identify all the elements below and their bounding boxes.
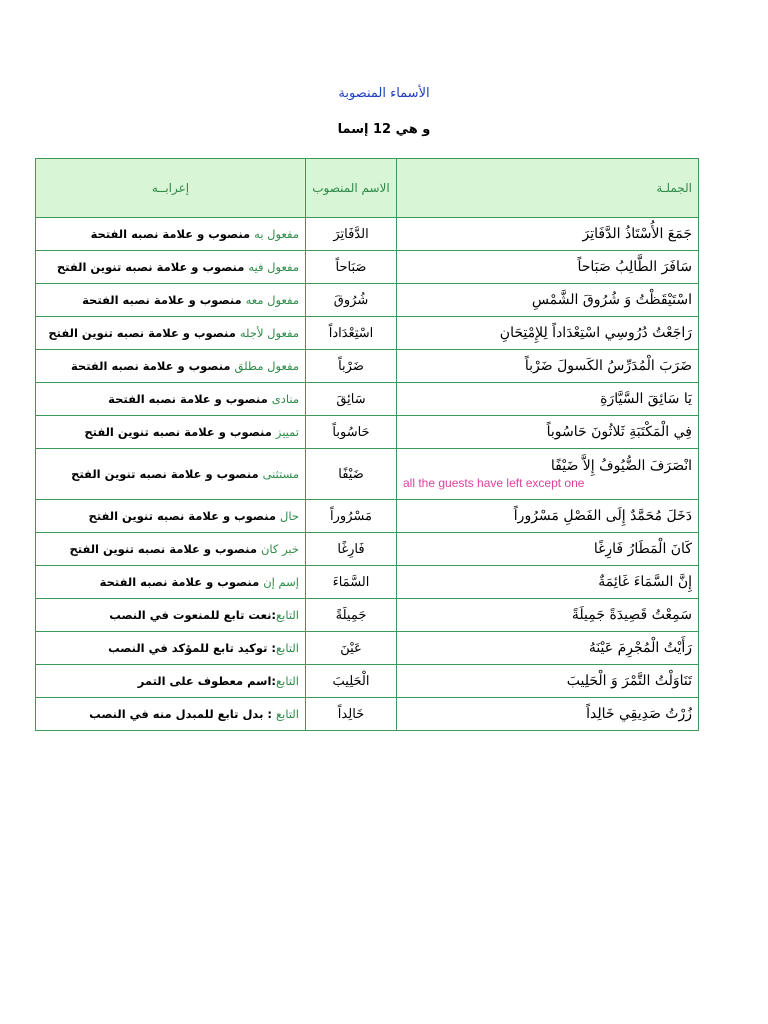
table-row — [36, 218, 699, 251]
table-row — [36, 632, 699, 665]
grammatical-role: مفعول مطلق — [234, 359, 299, 373]
table-row — [36, 251, 699, 284]
noun-cell: جَمِيلَةً — [306, 599, 397, 632]
irab-cell — [36, 284, 306, 317]
irab-cell — [36, 251, 306, 284]
irab-description: : توكيد تابع للمؤكد في النصب — [108, 641, 276, 655]
irab-description: :اسم معطوف على التمر — [137, 674, 276, 688]
grammatical-role: التابع — [276, 641, 299, 655]
sentence-text: اسْتَيْقَظْتُ وَ شُرُوقَ الشَّمْسِ — [531, 292, 692, 308]
table-row — [36, 599, 699, 632]
grammatical-role: التابع — [276, 608, 299, 622]
noun-cell: حَاسُوباً — [306, 416, 397, 449]
table-row — [36, 449, 699, 500]
irab-description: منصوب و علامة نصبه تنوين الفتح — [56, 260, 249, 274]
noun-cell: سَائِقَ — [306, 383, 397, 416]
noun-cell: شُرُوقَ — [306, 284, 397, 317]
table-row — [36, 416, 699, 449]
grammatical-role: إسم إن — [263, 575, 299, 589]
sentence-cell — [397, 566, 699, 599]
sentence-text: يَا سَائِقَ السَّيَّارَةِ — [600, 391, 692, 407]
sentence-text: سَمِعْتُ قَصِيدَةً جَمِيلَةً — [571, 607, 692, 623]
sentence-text: فِي الْمَكْتَبَةِ ثَلاثُونَ حَاسُوباً — [546, 424, 692, 440]
sentence-text: انْصَرَفَ الضُّيُوفُ إِلاَّ ضَيْفًا — [550, 458, 692, 474]
sentence-text: كَانَ الْمَطَارُ فَارِغًا — [593, 541, 692, 557]
table-row — [36, 383, 699, 416]
sentence-text: رَأَيْتُ الْمُجْرِمَ عَيْنَهُ — [588, 640, 692, 656]
grammatical-role: مستثنى — [262, 467, 299, 481]
noun-cell: السَّمَاءَ — [306, 566, 397, 599]
irab-cell — [36, 500, 306, 533]
table-row — [36, 317, 699, 350]
irab-description: منصوب و علامة نصبه تنوين الفتح — [88, 509, 281, 523]
table-row — [36, 500, 699, 533]
sentence-cell — [397, 317, 699, 350]
irab-description: منصوب و علامة نصبه الفتحة — [82, 293, 246, 307]
sentence-text: ضَرَبَ الْمُدَرِّسُ الكَسولَ ضَرْباً — [524, 358, 692, 374]
sentence-text: تَنَاوَلْتُ التَّمْرَ وَ الْحَلِيبَ — [566, 673, 692, 689]
header-noun: الاسم المنصوب — [306, 159, 397, 218]
sentence-cell — [397, 533, 699, 566]
noun-cell: ضَرْباً — [306, 350, 397, 383]
irab-description: منصوب و علامة نصبه تنوين الفتح — [69, 542, 261, 556]
noun-cell: خَالِداً — [306, 698, 397, 731]
translation-note: all the guests have left except one — [403, 476, 585, 490]
sentence-cell — [397, 665, 699, 698]
table-row — [36, 284, 699, 317]
grammatical-role: منادى — [271, 392, 299, 406]
table-row — [36, 350, 699, 383]
sentence-cell — [397, 383, 699, 416]
sentence-cell — [397, 350, 699, 383]
table-row — [36, 533, 699, 566]
sentence-cell — [397, 416, 699, 449]
table-body — [36, 218, 699, 731]
table-row — [36, 698, 699, 731]
sentence-cell — [397, 449, 699, 500]
irab-description: :نعت تابع للمنعوت في النصب — [109, 608, 276, 622]
grammatical-role: مفعول فيه — [248, 260, 299, 274]
noun-cell: اسْتِعْدَاداً — [306, 317, 397, 350]
irab-description: منصوب و علامة نصبه الفتحة — [108, 392, 272, 406]
sentence-text: رَاجَعْتُ دُرُوسِي اسْتِعْدَاداً لِلإِمْتِحَانِ — [499, 325, 692, 341]
sentence-text: دَخَلَ مُحَمَّدٌ إِلَى الفَصْلِ مَسْرُوراً — [513, 508, 692, 524]
grammatical-role: حال — [280, 509, 299, 523]
sentence-cell — [397, 632, 699, 665]
sentence-cell — [397, 698, 699, 731]
grammatical-role: التابع — [276, 674, 299, 688]
irab-cell — [36, 350, 306, 383]
grammatical-role: التابع — [276, 707, 299, 721]
irab-cell — [36, 599, 306, 632]
grammatical-role: مفعول لأجله — [239, 326, 299, 340]
noun-cell: صَبَاحاً — [306, 251, 397, 284]
sentence-cell — [397, 599, 699, 632]
irab-cell — [36, 533, 306, 566]
grammatical-role: خبر كان — [260, 542, 299, 556]
sentence-text: سَافَرَ الطَّالِبُ صَبَاحاً — [577, 259, 692, 275]
noun-cell: فَارِغًا — [306, 533, 397, 566]
sentence-cell — [397, 218, 699, 251]
sentence-text: إِنَّ السَّمَاءَ غَائِمَةٌ — [598, 574, 692, 590]
grammar-table — [35, 158, 699, 731]
irab-cell — [36, 317, 306, 350]
noun-cell: ضَيْفًا — [306, 449, 397, 500]
irab-cell — [36, 698, 306, 731]
irab-description: منصوب و علامة نصبه الفتحة — [90, 227, 255, 241]
grammatical-role: مفعول به — [254, 227, 299, 241]
noun-cell: الدَّفَاتِرَ — [306, 218, 397, 251]
sentence-text: جَمَعَ الأُسْتَاذُ الدَّفَاتِرَ — [582, 226, 692, 242]
irab-description: منصوب و علامة نصبه الفتحة — [99, 575, 264, 589]
irab-description: منصوب و علامة نصبه تنوين الفتح — [48, 326, 240, 340]
sentence-cell — [397, 251, 699, 284]
page-subtitle: و هي 12 إسما — [337, 122, 431, 137]
grammatical-role: تمييز — [275, 425, 299, 439]
header-sentence: الجملـة — [397, 159, 699, 218]
irab-description: منصوب و علامة نصبه تنوين الفتح — [84, 425, 276, 439]
sentence-cell — [397, 284, 699, 317]
irab-cell — [36, 383, 306, 416]
sentence-cell — [397, 500, 699, 533]
noun-cell: عَيْنَ — [306, 632, 397, 665]
noun-cell: مَسْرُوراً — [306, 500, 397, 533]
noun-cell: الْحَلِيبَ — [306, 665, 397, 698]
irab-cell — [36, 566, 306, 599]
header-row — [36, 159, 699, 218]
irab-description: منصوب و علامة نصبه تنوين الفتح — [71, 467, 263, 481]
irab-cell — [36, 416, 306, 449]
irab-cell — [36, 665, 306, 698]
page-title: الأسماء المنصوبة — [338, 86, 430, 101]
table-row — [36, 566, 699, 599]
irab-cell — [36, 449, 306, 500]
table-row — [36, 665, 699, 698]
header-irab: إعرابــه — [36, 159, 306, 218]
irab-description: : بدل تابع للمبدل منه في النصب — [89, 707, 276, 721]
sentence-text: زُرْتُ صَدِيقِي خَالِداً — [586, 706, 692, 722]
irab-description: منصوب و علامة نصبه الفتحة — [70, 359, 235, 373]
grammatical-role: مفعول معه — [245, 293, 299, 307]
irab-cell — [36, 218, 306, 251]
irab-cell — [36, 632, 306, 665]
